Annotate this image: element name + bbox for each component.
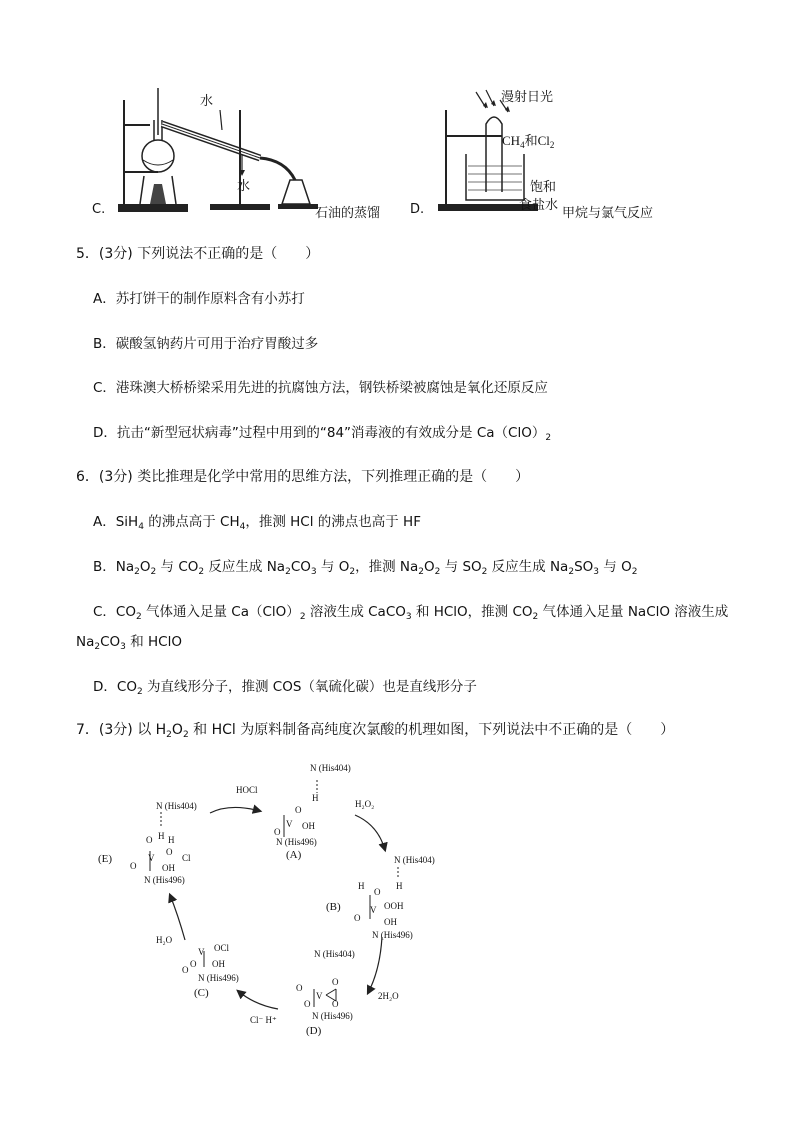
c-v: V: [198, 947, 205, 957]
gas-label: $CH_4$和$Cl_2$: [502, 133, 555, 150]
b-v: V: [370, 905, 377, 915]
brine-label: 食盐水: [519, 198, 559, 213]
diffuse-sunlight-label: 漫射日光: [501, 90, 554, 105]
option-d-label: D.: [410, 202, 425, 217]
a-his496: N (His496): [276, 837, 317, 847]
label-c: (C): [194, 987, 209, 999]
e-o-cl: O: [166, 847, 173, 857]
a-v: V: [286, 819, 293, 829]
mechanism-arrows: [90, 755, 450, 1045]
distillation-apparatus: [110, 80, 350, 220]
a-o2: O: [274, 827, 281, 837]
b-h-left: H: [358, 881, 365, 891]
label-b: (B): [326, 901, 341, 913]
mechanism-diagram: [90, 755, 450, 1045]
h2o2-label: H₂O₂: [355, 799, 375, 809]
figure-c-caption: 石油的蒸馏: [315, 206, 381, 221]
b-o-left: O: [354, 913, 361, 923]
b-his496: N (His496): [372, 930, 413, 940]
hocl-label: HOCl: [236, 785, 258, 795]
b-o: O: [374, 887, 381, 897]
figure-d-caption: 甲烷与氯气反应: [562, 206, 654, 221]
saturated-label: 饱和: [530, 180, 557, 195]
c-o: O: [190, 959, 197, 969]
question-6-stem: 6．(3分) 类比推理是化学中常用的思维方法，下列推理正确的是（ ）: [76, 469, 530, 485]
question-6-option-c: C．$CO_2$ 气体通入足量 $Ca(ClO)_2$ 溶液生成 CaCO$_3$ 和 HClO，推测 $CO_2$ 气体通入足量 NaClO 溶液生成: [93, 604, 729, 622]
question-6-option-c-line2: $Na_2CO_3$ 和 HClO: [76, 634, 182, 652]
c-oh: OH: [212, 959, 225, 969]
e-v: V: [148, 853, 155, 863]
b-ooh: OOH: [384, 901, 404, 911]
e-h-right: H: [168, 835, 175, 845]
option-c-label: C.: [92, 202, 106, 217]
question-6-option-b: B．$Na_2O_2$ 与 $CO_2$ 反应生成 $Na_2CO_3$ 与 $O_2$，推测 $Na_2O_2$ 与 $SO_2$ 反应生成 $Na_2SO_3$ 与 $O_2$: [93, 559, 638, 577]
d-o-top: O: [332, 977, 339, 987]
figure-c-distillation: [90, 80, 420, 220]
e-o-left: O: [130, 861, 137, 871]
e-oh: OH: [162, 863, 175, 873]
h2o-label: H₂O: [156, 935, 173, 945]
e-h-top: H: [158, 831, 165, 841]
label-e: (E): [98, 853, 113, 865]
c-o-left: O: [182, 965, 189, 975]
two-h2o-label: 2H₂O: [378, 991, 399, 1001]
question-5-option-b: B．碳酸氢钠药片可用于治疗胃酸过多: [93, 336, 319, 352]
label-d: (D): [306, 1025, 322, 1037]
a-h: H: [312, 793, 319, 803]
e-his404: N (His404): [156, 801, 197, 811]
question-5-option-c: C．港珠澳大桥桥梁采用先进的抗腐蚀方法，钢铁桥梁被腐蚀是氧化还原反应: [93, 380, 548, 396]
d-o-left: O: [296, 983, 303, 993]
question-5-option-a: A．苏打饼干的制作原料含有小苏打: [93, 291, 305, 307]
d-o-bottom: O: [332, 999, 339, 1009]
figure-d-methane-chlorination: [410, 80, 710, 220]
d-o-left2: O: [304, 999, 311, 1009]
question-5-stem: 5．(3分) 下列说法不正确的是（ ）: [76, 246, 320, 262]
c-ocl: OCl: [214, 943, 230, 953]
question-6-option-d: D．$CO_2$ 为直线形分子，推测 COS（氧硫化碳）也是直线形分子: [93, 679, 477, 697]
e-cl: Cl: [182, 853, 191, 863]
d-his496: N (His496): [312, 1011, 353, 1021]
cl-h-label: Cl⁻ H⁺: [250, 1015, 277, 1025]
question-6-option-a: A．SiH$_4$ 的沸点高于 $CH_4$，推测 HCl 的沸点也高于 HF: [93, 514, 421, 532]
d-his404: N (His404): [314, 949, 355, 959]
d-v: V: [316, 991, 323, 1001]
b-h-top: H: [396, 881, 403, 891]
water-out-label: 水: [237, 179, 251, 194]
water-in-label: 水: [200, 94, 214, 109]
b-his404: N (His404): [394, 855, 435, 865]
e-o: O: [146, 835, 153, 845]
question-5-option-d: D．抗击“新型冠状病毒”过程中用到的“84”消毒液的有效成分是 $Ca(ClO)_2$: [93, 425, 552, 443]
e-his496: N (His496): [144, 875, 185, 885]
label-a: (A): [286, 849, 302, 861]
c-his496: N (His496): [198, 973, 239, 983]
question-7-stem: 7．(3分) 以 $H_2O_2$ 和 HCl 为原料制备高纯度次氯酸的机理如图，下列说法中不正确的是（ ）: [76, 722, 675, 740]
b-oh: OH: [384, 917, 397, 927]
a-his404: N (His404): [310, 763, 351, 773]
a-oh: OH: [302, 821, 315, 831]
a-o: O: [295, 805, 302, 815]
